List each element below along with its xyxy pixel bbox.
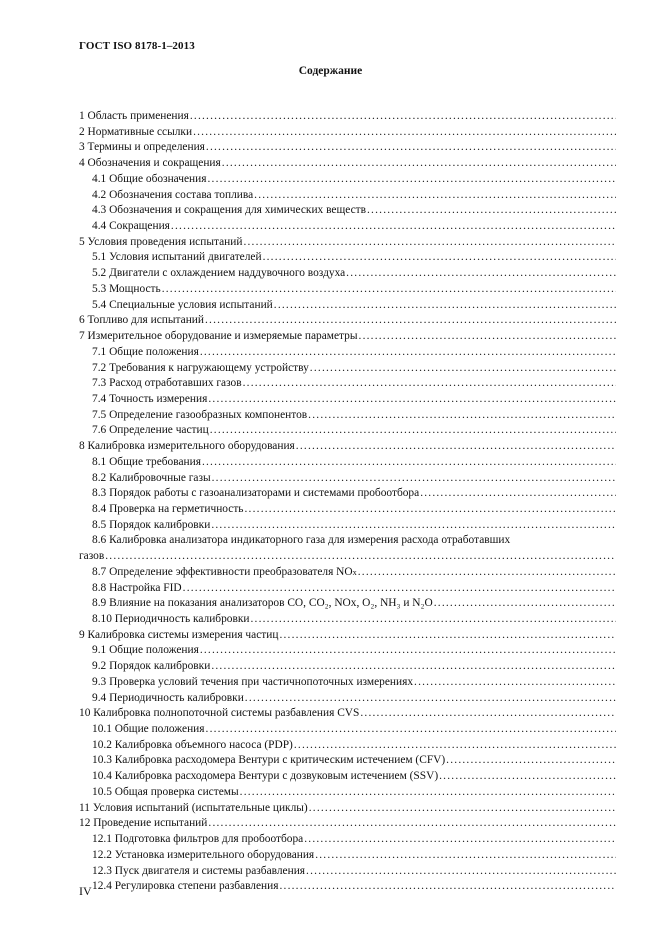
toc-entry-title: 5 Условия проведения испытаний: [79, 235, 243, 248]
toc-entry[interactable]: [79, 423, 616, 439]
toc-dot-leader: [200, 345, 616, 361]
toc-entry-title: 4.2 Обозначения состава топлива: [92, 188, 254, 201]
toc-entry[interactable]: [79, 203, 616, 219]
toc-entry-title: 6 Топливо для испытаний: [79, 314, 204, 327]
toc-dot-leader: [414, 675, 616, 691]
toc-entry[interactable]: [79, 125, 616, 141]
toc-entry[interactable]: [79, 172, 616, 188]
toc-entry[interactable]: [79, 769, 616, 785]
toc-entry-title: 9 Калибровка системы измерения частиц: [79, 628, 279, 641]
toc-dot-leader: [245, 691, 616, 707]
toc-entry[interactable]: [79, 879, 616, 895]
toc-dot-leader: [211, 659, 616, 675]
toc-entry-title: 7.5 Определение газообразных компонентов: [92, 408, 308, 421]
toc-dot-leader: [162, 282, 616, 298]
toc-dot-leader: [439, 769, 616, 785]
toc-entry-title: 8.3 Порядок работы с газоанализаторами и системами пробоотбора: [92, 487, 420, 500]
toc-entry[interactable]: [79, 486, 616, 502]
toc-entry-title: 11 Условия испытаний (испытательные циклы): [79, 801, 308, 814]
toc-entry-title: 8.5 Порядок калибровки: [92, 518, 211, 531]
toc-entry-title: 5.2 Двигатели с охлаждением наддувочного воздуха: [92, 267, 346, 280]
toc-entry[interactable]: [79, 282, 616, 298]
toc-entry[interactable]: [79, 848, 616, 864]
toc-entry-title: газов: [79, 550, 105, 563]
toc-dot-leader: [309, 801, 616, 817]
toc-dot-leader: [171, 219, 616, 235]
toc-entry[interactable]: [79, 235, 616, 251]
toc-entry-title: 12 Проведение испытаний: [79, 817, 208, 830]
toc-dot-leader: [105, 549, 616, 565]
toc-dot-leader: [306, 864, 616, 880]
toc-entry-title: 7.1 Общие положения: [92, 345, 199, 358]
toc-entry-title: 4 Обозначения и сокращения: [79, 157, 221, 170]
toc-entry[interactable]: [79, 706, 616, 722]
toc-entry-title: 7.3 Расход отработавших газов: [92, 377, 242, 390]
toc-entry[interactable]: [79, 738, 616, 754]
toc-entry[interactable]: [79, 408, 616, 424]
toc-dot-leader: [274, 298, 616, 314]
toc-dot-leader: [434, 596, 616, 612]
toc-entry[interactable]: [79, 659, 616, 675]
toc-entry-title: 12.3 Пуск двигателя и системы разбавления: [92, 864, 306, 877]
toc-entry[interactable]: [79, 156, 616, 172]
toc-entry[interactable]: [79, 361, 616, 377]
toc-dot-leader: [202, 455, 616, 471]
toc-entry[interactable]: [79, 628, 616, 644]
toc-dot-leader: [358, 565, 616, 581]
toc-entry-title: 10 Калибровка полнопоточной системы разбавления CVS: [79, 707, 360, 720]
toc-entry-title: 8.8 Настройка FID: [92, 581, 182, 594]
toc-dot-leader: [308, 408, 616, 424]
toc-entry-title: 4.1 Общие обозначения: [92, 172, 207, 185]
toc-entry-title: 8 Калибровка измерительного оборудования: [79, 440, 295, 453]
toc-entry[interactable]: [79, 549, 616, 565]
toc-entry[interactable]: [79, 109, 616, 125]
toc-dot-leader: [208, 392, 616, 408]
toc-entry-title: 8.6 Калибровка анализатора индикаторного газа для измерения расхода отработавших: [92, 534, 511, 547]
toc-entry-title: 5.3 Мощность: [92, 282, 161, 295]
toc-dot-leader: [446, 753, 616, 769]
toc-entry-title: 7.6 Определение частиц: [92, 424, 209, 437]
toc-dot-leader: [245, 502, 617, 518]
toc-entry[interactable]: [79, 376, 616, 392]
toc-entry[interactable]: [79, 219, 616, 235]
toc-entry[interactable]: [79, 581, 616, 597]
toc-entry[interactable]: [79, 250, 616, 266]
toc-entry-title: 8.2 Калибровочные газы: [92, 471, 211, 484]
toc-dot-leader: [315, 848, 616, 864]
toc-dot-leader: [240, 785, 616, 801]
toc-entry[interactable]: [79, 518, 616, 534]
document-header: ГОСТ ISO 8178-1–2013: [79, 40, 195, 52]
toc-entry-title: 8.9 Влияние на показания анализаторов CO, CO₂, NOx, O₂, NH₃ и N₂O: [92, 597, 433, 610]
toc-entry[interactable]: [79, 502, 616, 518]
toc-entry[interactable]: [79, 753, 616, 769]
page-title: Содержание: [298, 65, 363, 77]
toc-entry[interactable]: [79, 313, 616, 329]
toc-entry-title: 7.2 Требования к нагружающему устройству: [92, 361, 309, 374]
toc-entry[interactable]: [79, 188, 616, 204]
toc-entry-title: 10.5 Общая проверка системы: [92, 785, 239, 798]
toc-dot-leader: [210, 423, 616, 439]
toc-entry-title: 4.3 Обозначения и сокращения для химических веществ: [92, 204, 366, 217]
toc-entry[interactable]: [79, 675, 616, 691]
toc-dot-leader: [263, 250, 616, 266]
toc-entry[interactable]: [79, 533, 616, 549]
toc-entry[interactable]: [79, 816, 616, 832]
toc-entry[interactable]: [79, 722, 616, 738]
toc-dot-leader: [294, 738, 616, 754]
toc-dot-leader: [205, 313, 616, 329]
toc-entry-title: 7.4 Точность измерения: [92, 392, 208, 405]
toc-entry[interactable]: [79, 329, 616, 345]
toc-entry-title: 8.4 Проверка на герметичность: [92, 502, 244, 515]
toc-entry-title: 7 Измерительное оборудование и измеряемые параметры: [79, 330, 358, 343]
toc-dot-leader: [304, 832, 616, 848]
toc-entry-title: 2 Нормативные ссылки: [79, 125, 193, 138]
toc-entry-title: 9.2 Порядок калибровки: [92, 660, 211, 673]
toc-entry-title: 5.1 Условия испытаний двигателей: [92, 251, 262, 264]
toc-entry-title: 12.2 Установка измерительного оборудования: [92, 848, 315, 861]
toc-dot-leader: [207, 172, 616, 188]
toc-entry[interactable]: [79, 266, 616, 282]
toc-entry[interactable]: [79, 643, 616, 659]
toc-entry-title: 5.4 Специальные условия испытаний: [92, 298, 273, 311]
toc-entry[interactable]: [79, 801, 616, 817]
toc-dot-leader: [193, 125, 616, 141]
toc-dot-leader: [200, 643, 616, 659]
toc-entry[interactable]: [79, 691, 616, 707]
toc-entry-title: 8.7 Определение эффективности преобразователя NO: [92, 565, 353, 578]
toc-dot-leader: [183, 581, 616, 597]
toc-entry[interactable]: [79, 471, 616, 487]
toc-dot-leader: [243, 376, 616, 392]
toc-entry-title: 12.1 Подготовка фильтров для пробоотбора: [92, 833, 304, 846]
toc-entry-title: 10.3 Калибровка расходомера Вентури с критическим истечением (CFV): [92, 754, 446, 767]
toc-entry[interactable]: [79, 612, 616, 628]
toc-entry-title: 12.4 Регулировка степени разбавления: [92, 880, 279, 893]
toc-dot-leader: [254, 188, 616, 204]
toc-entry-title: 8.10 Периодичность калибровки: [92, 613, 250, 625]
toc-entry-title: 9.4 Периодичность калибровки: [92, 691, 244, 704]
toc-dot-leader: [367, 203, 616, 219]
toc-entry-title: 8.1 Общие требования: [92, 455, 201, 468]
toc-entry-title: 4.4 Сокращения: [92, 220, 170, 233]
toc-entry-title: 9.1 Общие положения: [92, 644, 199, 657]
toc-dot-leader: [346, 266, 616, 282]
toc-entry-title: 10.4 Калибровка расходомера Вентури с дозвуковым истечением (SSV): [92, 770, 439, 783]
toc-dot-leader: [206, 722, 616, 738]
toc-dot-leader: [359, 329, 616, 345]
toc-dot-leader: [211, 518, 616, 534]
toc-entry[interactable]: [79, 439, 616, 455]
toc-entry[interactable]: [79, 298, 616, 314]
toc-dot-leader: [310, 361, 616, 377]
toc-entry-title: 3 Термины и определения: [79, 141, 205, 154]
table-of-contents: [79, 109, 616, 895]
toc-entry[interactable]: [79, 392, 616, 408]
toc-dot-leader: [279, 628, 616, 644]
toc-entry-title: 10.2 Калибровка объемного насоса (PDP): [92, 738, 293, 751]
toc-dot-leader: [190, 109, 616, 125]
page-number: IV: [79, 884, 92, 898]
toc-dot-leader: [279, 879, 616, 895]
toc-entry[interactable]: [79, 140, 616, 156]
toc-entry[interactable]: [79, 864, 616, 880]
toc-entry[interactable]: [79, 345, 616, 361]
toc-entry-title: 1 Область применения: [79, 110, 189, 122]
toc-dot-leader: [243, 235, 616, 251]
toc-dot-leader: [206, 140, 616, 156]
toc-entry[interactable]: [79, 785, 616, 801]
toc-entry[interactable]: [79, 596, 616, 612]
toc-dot-leader: [360, 706, 616, 722]
toc-dot-leader: [208, 816, 616, 832]
toc-entry[interactable]: [79, 832, 616, 848]
toc-dot-leader: [222, 156, 616, 172]
toc-dot-leader: [420, 486, 616, 502]
toc-entry-title: 10.1 Общие положения: [92, 723, 205, 736]
toc-entry-title: 9.3 Проверка условий течения при частичнопоточных измерениях: [92, 675, 414, 688]
toc-dot-leader: [250, 612, 616, 628]
toc-dot-leader: [296, 439, 616, 455]
toc-entry[interactable]: 8.7 Определение эффективности преобразователя NO x .....: [79, 565, 616, 581]
toc-entry[interactable]: [79, 455, 616, 471]
toc-dot-leader: [212, 471, 616, 487]
